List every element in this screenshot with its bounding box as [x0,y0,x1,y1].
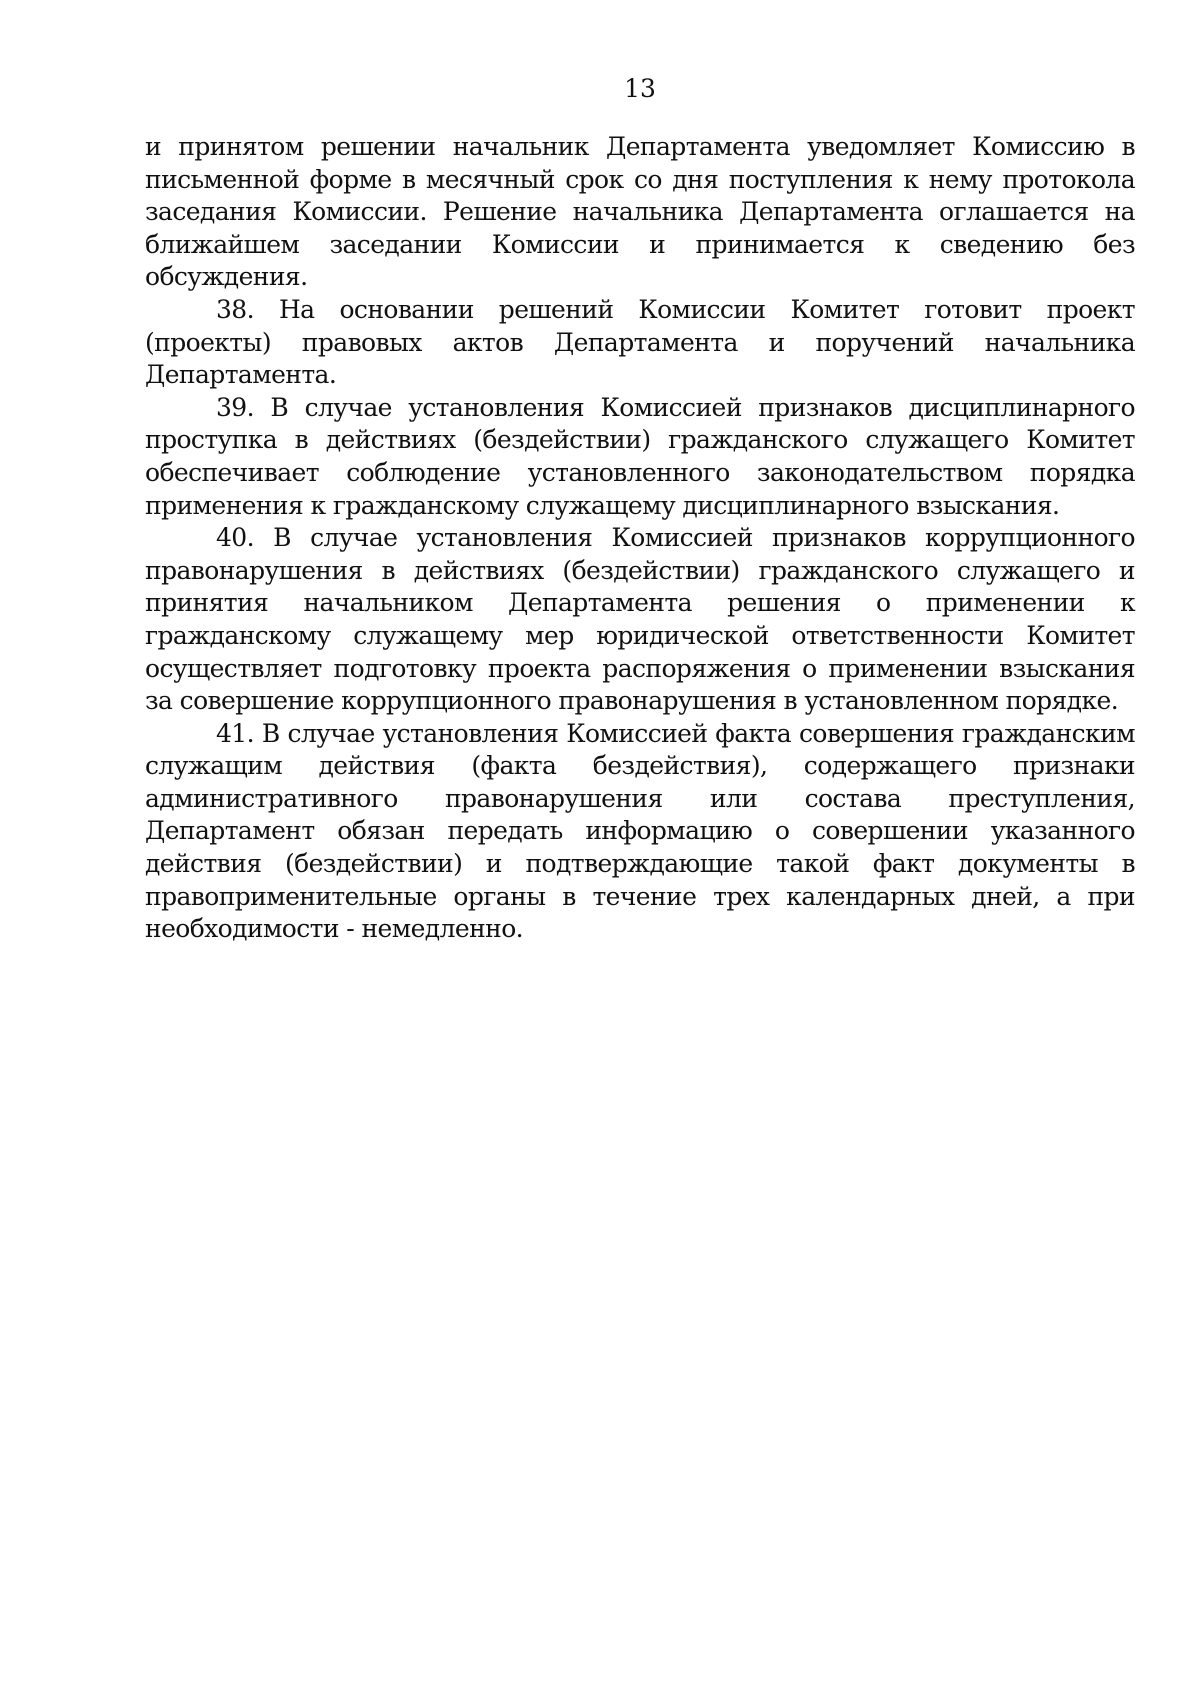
paragraph-continuation: и принятом решении начальник Департамента уведомляет Комиссию в письменной форме в месячный срок со дня поступления к нему протокола заседания Комиссии. Решение начальника Департамента оглашается на ближайшем заседании Комиссии и принимается к сведению без обсуждения. [145,132,1135,292]
paragraph-item-40: 40. В случае установления Комиссией признаков коррупционного правонарушения в действиях (бездействии) гражданского служащего и принятия начальником Департамента решения о применении к гражданскому служащему мер юридической ответственности Комитет осуществляет подготовку проекта распоряжения о применении взыскания за совершение коррупционного правонарушения в установленном порядке. [145,523,1135,716]
paragraph-item-41: 41. В случае установления Комиссией факта совершения гражданским служащим действия (факта бездействия), содержащего признаки административного правонарушения или состава преступления, Департамент обязан передать информацию о совершении указанного действия (бездействии) и подтверждающие такой факт документы в правоприменительные органы в течение трех календарных дней, а при необходимости - немедленно. [145,718,1135,944]
paragraph-item-39: 39. В случае установления Комиссией признаков дисциплинарного проступка в действиях (бездействии) гражданского служащего Комитет обеспечивает соблюдение установленного законодательством порядка применения к гражданскому служащему дисциплинарного взыскания. [145,392,1135,520]
paragraph-item-38: 38. На основании решений Комиссии Комитет готовит проект (проекты) правовых актов Департамента и поручений начальника Департамента. [145,294,1135,390]
document-body [145,131,1135,946]
page-number: 13 [624,74,656,103]
